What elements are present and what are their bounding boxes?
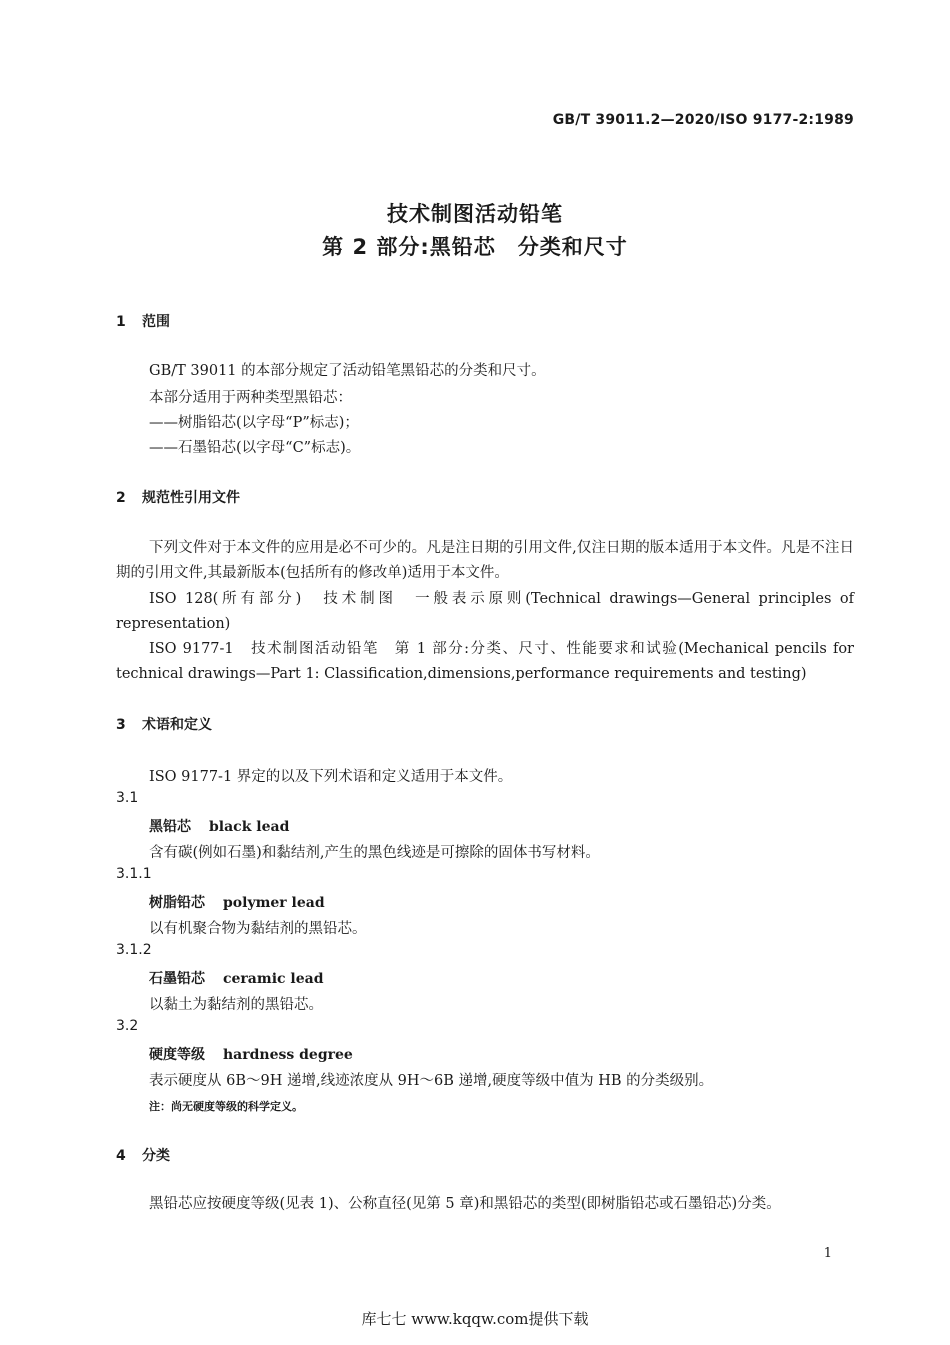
term-definition: 表示硬度从 6B～9H 递增,线迹浓度从 9H～6B 递增,硬度等级中值为 HB 的分类级别。 (149, 1073, 714, 1089)
scope-list-item: ——石墨铅芯(以字母“C”标志)。 (149, 440, 361, 456)
term-english: polymer lead (223, 895, 325, 911)
term-note: 注：尚无硬度等级的科学定义。 (149, 1100, 303, 1113)
terms-paragraph: ISO 9177-1 界定的以及下列术语和定义适用于本文件。 (149, 769, 513, 785)
normative-reference: ISO 9177-1 技术制图活动铅笔 第 1 部分:分类、尺寸、性能要求和试验(Mechanical pencils for technical drawings—Part 1: Classification,dimensions,performance requirements and testing) (116, 641, 854, 682)
term-entry (149, 816, 289, 836)
section-number: 4 (116, 1148, 126, 1164)
term-english: ceramic lead (223, 971, 324, 987)
classification-paragraph: 黑铅芯应按硬度等级(见表 1)、公称直径(见第 5 章)和黑铅芯的类型(即树脂铅芯或石墨铅芯)分类。 (149, 1196, 781, 1212)
term-entry (149, 1044, 353, 1064)
term-number: 3.1 (116, 790, 139, 806)
scope-paragraph: 本部分适用于两种类型黑铅芯： (149, 390, 352, 406)
section-number: 1 (116, 314, 126, 330)
section-title: 分类 (142, 1148, 170, 1164)
section-4-heading (116, 1145, 170, 1165)
term-chinese: 石墨铅芯 (149, 971, 205, 987)
download-footer: 库七七 www.kqqw.com提供下载 (361, 1310, 589, 1328)
term-english: black lead (209, 819, 290, 835)
page-number: 1 (823, 1246, 832, 1261)
standard-code: GB/T 39011.2—2020/ISO 9177-2:1989 (552, 112, 854, 128)
normative-paragraph: 下列文件对于本文件的应用是必不可少的。凡是注日期的引用文件,仅注日期的版本适用于本文件。凡是不注日期的引用文件,其最新版本(包括所有的修改单)适用于本文件。 (116, 540, 854, 581)
term-number: 3.1.2 (116, 942, 152, 958)
term-english: hardness degree (223, 1047, 353, 1063)
term-number: 3.2 (116, 1018, 139, 1034)
term-entry (149, 892, 325, 912)
scope-list-item: ——树脂铅芯(以字母“P”标志)； (149, 415, 359, 431)
document-subtitle: 第 2 部分:黑铅芯 分类和尺寸 (322, 235, 628, 259)
document-title: 技术制图活动铅笔 (387, 202, 563, 226)
section-number: 2 (116, 490, 126, 506)
normative-reference: ISO 128(所有部分) 技术制图 一般表示原则(Technical drawings—General principles of representation) (116, 591, 854, 632)
section-title: 规范性引用文件 (142, 490, 240, 506)
term-definition: 含有碳(例如石墨)和黏结剂,产生的黑色线迹是可擦除的固体书写材料。 (149, 845, 600, 861)
section-1-heading (116, 311, 170, 331)
scope-paragraph: GB/T 39011 的本部分规定了活动铅笔黑铅芯的分类和尺寸。 (149, 363, 546, 379)
term-number: 3.1.1 (116, 866, 152, 882)
section-number: 3 (116, 717, 126, 733)
term-chinese: 树脂铅芯 (149, 895, 205, 911)
section-title: 范围 (142, 314, 170, 330)
term-entry (149, 968, 324, 988)
section-3-heading (116, 714, 212, 734)
section-title: 术语和定义 (142, 717, 212, 733)
term-definition: 以有机聚合物为黏结剂的黑铅芯。 (149, 921, 367, 937)
term-chinese: 黑铅芯 (149, 819, 191, 835)
term-chinese: 硬度等级 (149, 1047, 205, 1063)
term-definition: 以黏土为黏结剂的黑铅芯。 (149, 997, 323, 1013)
section-2-heading (116, 487, 240, 507)
